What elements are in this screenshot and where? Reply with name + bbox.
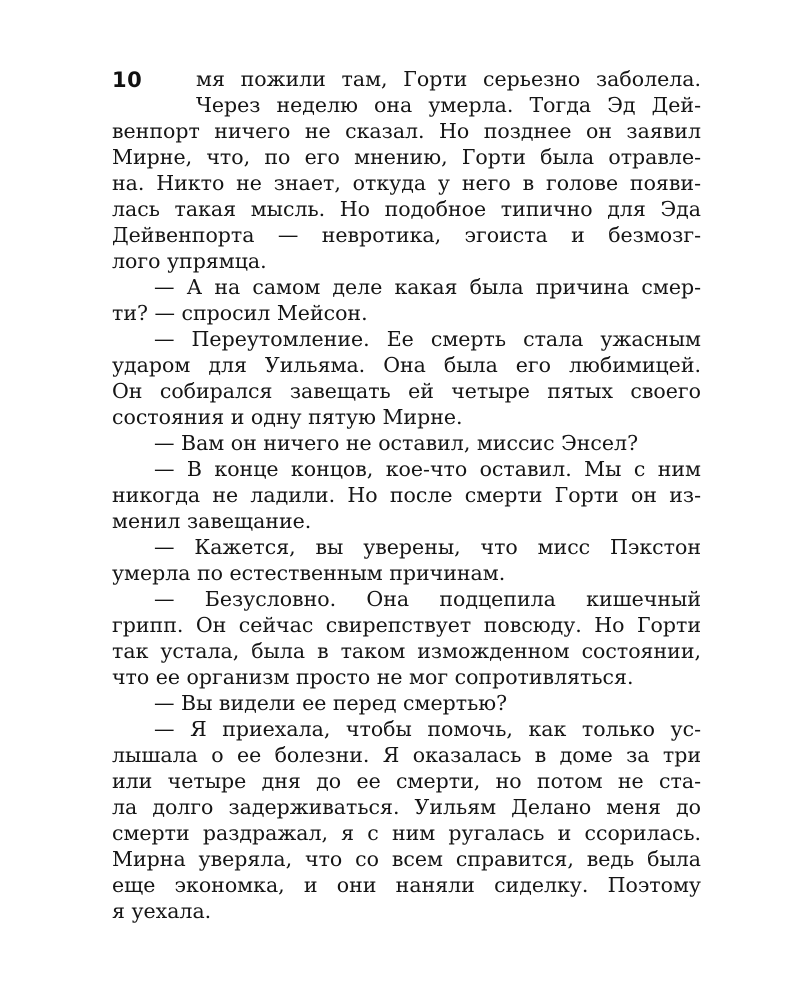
text-line: — Вы видели ее перед смертью?: [154, 691, 508, 715]
text-line: ударом для Уильяма. Она была его любимицей.: [112, 353, 701, 377]
text-line: менил завещание.: [112, 509, 312, 533]
text-line: на. Никто не знает, откуда у него в голове появи-: [112, 171, 701, 195]
text-line: — Безусловно. Она подцепила кишечный: [154, 587, 701, 611]
page-number: 10: [112, 68, 143, 92]
text-line: ти? — спросил Мейсон.: [112, 301, 368, 325]
text-line: никогда не ладили. Но после смерти Горти он из-: [112, 483, 701, 507]
text-line: венпорт ничего не сказал. Но позднее он заявил: [112, 119, 701, 143]
text-line: умерла по естественным причинам.: [112, 561, 506, 585]
text-line: так устала, была в таком изможденном состоянии,: [112, 639, 701, 663]
text-line: или четыре дня до ее смерти, но потом не ста-: [112, 769, 701, 793]
text-line: — Я приехала, чтобы помочь, как только ус-: [154, 717, 701, 741]
text-line: Он собирался завещать ей четыре пятых своего: [112, 379, 701, 403]
text-line: — А на самом деле какая была причина смер-: [154, 275, 701, 299]
text-line: я уехала.: [112, 899, 212, 923]
text-line: состояния и одну пятую Мирне.: [112, 405, 463, 429]
text-line: лого упрямца.: [112, 249, 267, 273]
text-line: Дейвенпорта — невротика, эгоиста и безмозг-: [112, 223, 701, 247]
text-line: грипп. Он сейчас свирепствует повсюду. Но Горти: [112, 613, 701, 637]
text-line: Мирна уверяла, что со всем справится, ведь была: [112, 847, 701, 871]
text-line: еще экономка, и они наняли сиделку. Поэтому: [112, 873, 701, 897]
text-line: смерти раздражал, я с ним ругалась и ссорилась.: [112, 821, 701, 845]
text-line: ла долго задерживаться. Уильям Делано меня до: [112, 795, 701, 819]
text-line: — Переутомление. Ее смерть стала ужасным: [154, 327, 701, 351]
text-line: — Кажется, вы уверены, что мисс Пэкстон: [154, 535, 701, 559]
text-line: — Вам он ничего не оставил, миссис Энсел?: [154, 431, 639, 455]
text-line: — В конце концов, кое-что оставил. Мы с ним: [154, 457, 701, 481]
text-line: что ее организм просто не мог сопротивляться.: [112, 665, 634, 689]
text-line: мя пожили там, Горти серьезно заболела.: [196, 67, 701, 91]
text-line: Мирне, что, по его мнению, Горти была отравле-: [112, 145, 701, 169]
text-line: лышала о ее болезни. Я оказалась в доме за три: [112, 743, 701, 767]
text-line: Через неделю она умерла. Тогда Эд Дей-: [196, 93, 701, 117]
text-line: лась такая мысль. Но подобное типично для Эда: [112, 197, 701, 221]
